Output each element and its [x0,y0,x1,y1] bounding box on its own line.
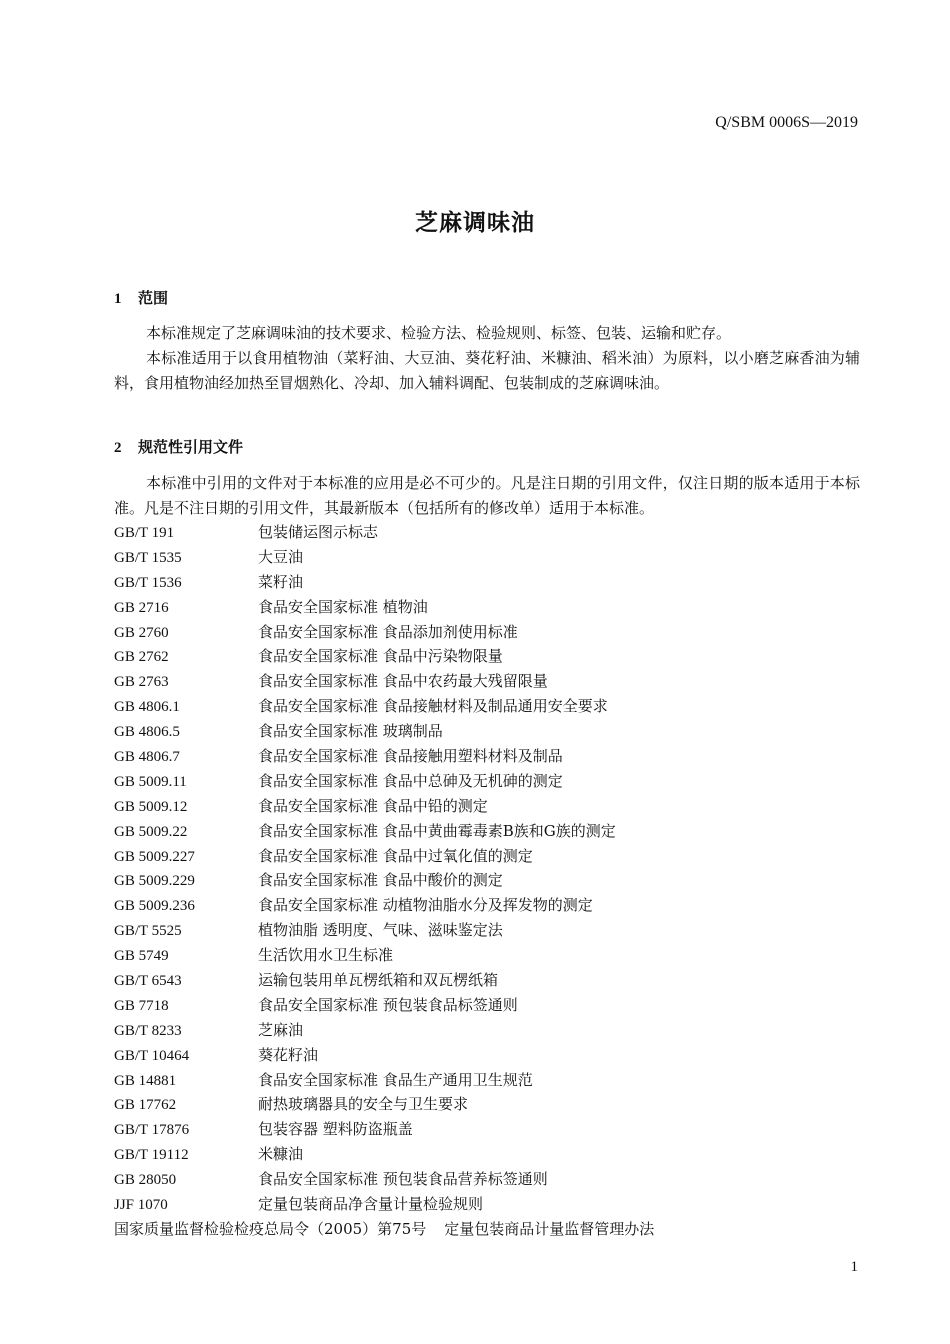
section-title: 规范性引用文件 [138,438,244,456]
reference-row [114,545,860,570]
reference-row [114,1167,860,1192]
reference-row [114,1068,860,1093]
reference-list [114,520,860,1242]
reference-title: 包装储运图示标志 [258,523,379,541]
reference-title: 耐热玻璃器具的安全与卫生要求 [258,1095,469,1114]
reference-title: 食品安全国家标准 食品中农药最大残留限量 [258,672,548,691]
reference-code: GB 2760 [114,624,169,641]
scope-paragraph-2: 本标准适用于以食用植物油（菜籽油、大豆油、葵花籽油、米糠油、稻米油）为原料，以小磨芝麻香油为辅料，食用植物油经加热至冒烟熟化、冷却、加入辅料调配、包装制成的芝麻调味油。 [114,349,860,392]
reference-code: GB 14881 [114,1072,177,1089]
reference-title: 米糠油 [258,1145,304,1164]
reference-row [114,943,860,968]
reference-code: GB 7718 [114,997,169,1014]
reference-code: GB/T 17876 [114,1122,190,1139]
reference-code: GB 5009.229 [114,873,195,890]
reference-title: 食品安全国家标准 食品接触用塑料材料及制品 [258,747,563,766]
reference-row [114,694,860,719]
reference-title: 定量包装商品净含量计量检验规则 [258,1195,484,1214]
reference-row [114,769,860,794]
reference-title: 包装容器 塑料防盗瓶盖 [258,1120,413,1139]
reference-title: 食品安全国家标准 植物油 [258,597,428,616]
reference-row [114,1092,860,1117]
reference-title: 食品安全国家标准 食品中过氧化值的测定 [258,846,533,865]
references-intro-paragraph: 本标准中引用的文件对于本标准的应用是必不可少的。凡是注日期的引用文件，仅注日期的版本适用于本标准。凡是不注日期的引用文件，其最新版本（包括所有的修改单）适用于本标准。 [114,474,860,517]
page-number: 1 [850,1259,858,1275]
reference-title: 食品安全国家标准 食品中污染物限量 [258,647,503,666]
reference-code: GB 4806.7 [114,749,180,766]
section-heading-scope [114,287,168,308]
reference-code: GB 5009.22 [114,823,188,840]
reference-code: GB 4806.5 [114,724,180,741]
reference-title: 食品安全国家标准 食品添加剂使用标准 [258,622,518,641]
reference-row [114,520,860,545]
reference-code: GB 5009.12 [114,798,188,815]
reference-title: 菜籽油 [258,572,304,591]
page-title: 芝麻调味油 [415,210,535,236]
reference-code: GB 2762 [114,649,169,666]
reference-code: GB/T 6543 [114,973,182,990]
reference-code: GB/T 10464 [114,1047,190,1064]
scope-paragraph-1: 本标准规定了芝麻调味油的技术要求、检验方法、检验规则、标签、包装、运输和贮存。 [146,324,732,342]
reference-title: 食品安全国家标准 食品中总砷及无机砷的测定 [258,771,563,790]
order-reference-code: 国家质量监督检验检疫总局令（2005）第75号 [114,1219,427,1238]
section-number: 1 [114,291,122,307]
section-title: 范围 [138,289,169,307]
reference-row [114,744,860,769]
reference-row [114,844,860,869]
order-reference-title: 定量包装商品计量监督管理办法 [444,1219,655,1238]
reference-row [114,868,860,893]
reference-title: 芝麻油 [258,1020,304,1039]
reference-title: 食品安全国家标准 预包装食品标签通则 [258,995,518,1014]
reference-title: 食品安全国家标准 食品中黄曲霉毒素B族和G族的测定 [258,821,616,840]
section-number: 2 [114,440,122,456]
reference-row [114,570,860,595]
reference-code: GB 5009.11 [114,773,187,790]
reference-code: GB 2716 [114,599,169,616]
reference-row [114,1192,860,1217]
reference-title: 食品安全国家标准 食品中酸价的测定 [258,871,503,890]
reference-code: GB 28050 [114,1172,177,1189]
reference-row [114,1043,860,1068]
reference-code: GB 2763 [114,674,169,691]
reference-title: 食品安全国家标准 食品接触材料及制品通用安全要求 [258,697,608,716]
reference-code: GB/T 191 [114,525,175,541]
reference-row [114,644,860,669]
reference-code: GB/T 8233 [114,1022,182,1039]
section-heading-normative-references [114,436,243,457]
reference-row [114,819,860,844]
reference-code: GB 5749 [114,948,169,965]
reference-row [114,669,860,694]
reference-row [114,1142,860,1167]
document-code: Q/SBM 0006S—2019 [715,114,858,131]
reference-code: GB/T 19112 [114,1147,189,1164]
order-reference-row [114,1217,860,1242]
reference-row [114,968,860,993]
reference-row [114,993,860,1018]
reference-title: 食品安全国家标准 动植物油脂水分及挥发物的测定 [258,896,593,915]
reference-title: 葵花籽油 [258,1045,319,1064]
reference-code: GB 17762 [114,1097,177,1114]
reference-title: 生活饮用水卫生标准 [258,946,394,965]
reference-code: GB/T 5525 [114,923,182,940]
reference-code: GB 5009.236 [114,898,195,915]
reference-row [114,1117,860,1142]
reference-code: GB/T 1536 [114,574,182,591]
reference-row [114,918,860,943]
reference-row [114,1018,860,1043]
reference-row [114,794,860,819]
reference-title: 食品安全国家标准 食品生产通用卫生规范 [258,1070,533,1089]
reference-row [114,620,860,645]
reference-title: 食品安全国家标准 食品中铅的测定 [258,796,488,815]
reference-code: GB 5009.227 [114,848,195,865]
reference-row [114,893,860,918]
reference-title: 运输包装用单瓦楞纸箱和双瓦楞纸箱 [258,971,499,990]
reference-code: GB 4806.1 [114,699,180,716]
reference-code: JJF 1070 [114,1197,168,1214]
reference-title: 食品安全国家标准 预包装食品营养标签通则 [258,1170,548,1189]
reference-title: 食品安全国家标准 玻璃制品 [258,722,443,741]
reference-row [114,595,860,620]
reference-title: 植物油脂 透明度、气味、滋味鉴定法 [258,921,503,940]
reference-title: 大豆油 [258,547,304,566]
reference-code: GB/T 1535 [114,549,182,566]
reference-row [114,719,860,744]
